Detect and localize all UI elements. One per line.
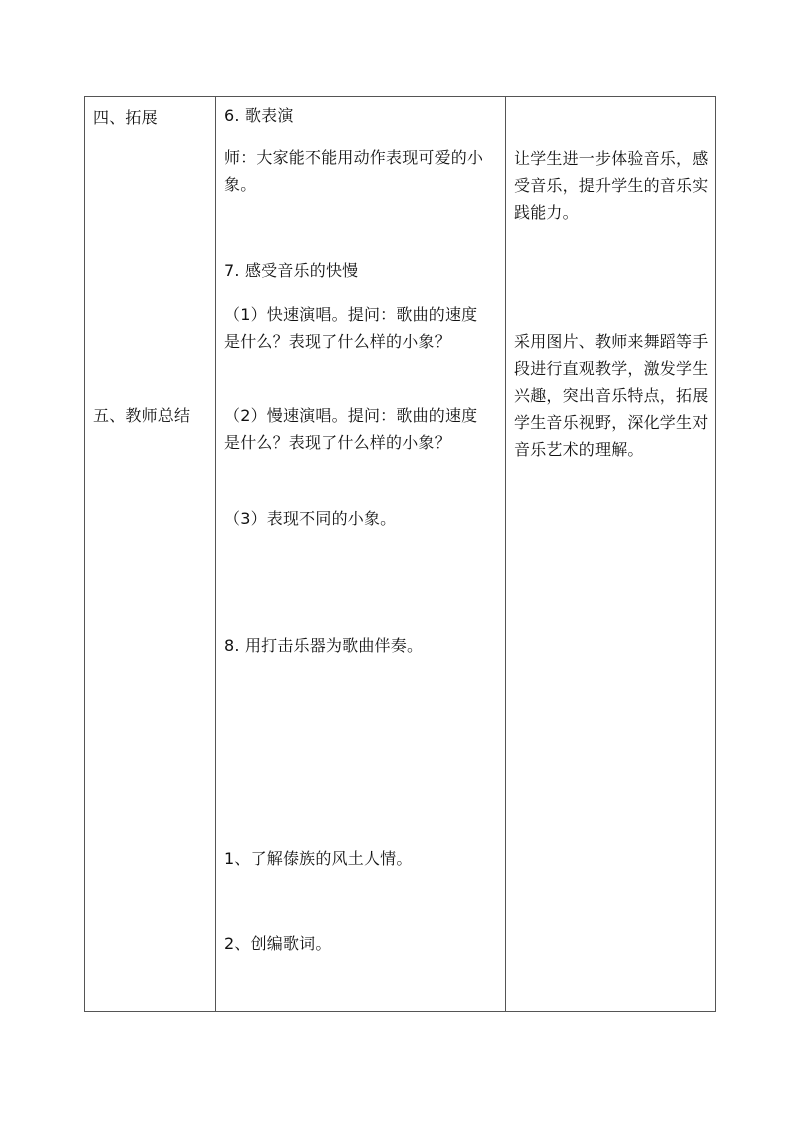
item6-title: 6. 歌表演: [224, 106, 294, 125]
item6-text: 师：大家能不能用动作表现可爱的小象。: [224, 148, 484, 194]
column-divider-1: [215, 97, 216, 1011]
item7-sub1: （1）快速演唱。提问：歌曲的速度是什么？表现了什么样的小象？: [224, 305, 478, 351]
item7-sub3: （3）表现不同的小象。: [224, 509, 397, 528]
section-heading-extension: 四、拓展: [93, 108, 158, 127]
item7-title: 7. 感受音乐的快慢: [224, 261, 359, 280]
design-note-2: 采用图片、教师来舞蹈等手段进行直观教学，激发学生兴趣，突出音乐特点，拓展学生音乐视野，深化学生对音乐艺术的理解。: [514, 332, 709, 459]
column-divider-2: [505, 97, 506, 1011]
summary-item-1: 1、了解傣族的风土人情。: [224, 849, 413, 868]
summary-item-2: 2、创编歌词。: [224, 934, 332, 953]
lesson-plan-table: [84, 96, 716, 1012]
design-note-1: 让学生进一步体验音乐，感受音乐，提升学生的音乐实践能力。: [514, 149, 709, 222]
item8-text: 8. 用打击乐器为歌曲伴奏。: [224, 636, 424, 655]
item7-sub2: （2）慢速演唱。提问：歌曲的速度是什么？表现了什么样的小象？: [224, 406, 478, 452]
section-heading-teacher-summary: 五、教师总结: [93, 406, 191, 425]
